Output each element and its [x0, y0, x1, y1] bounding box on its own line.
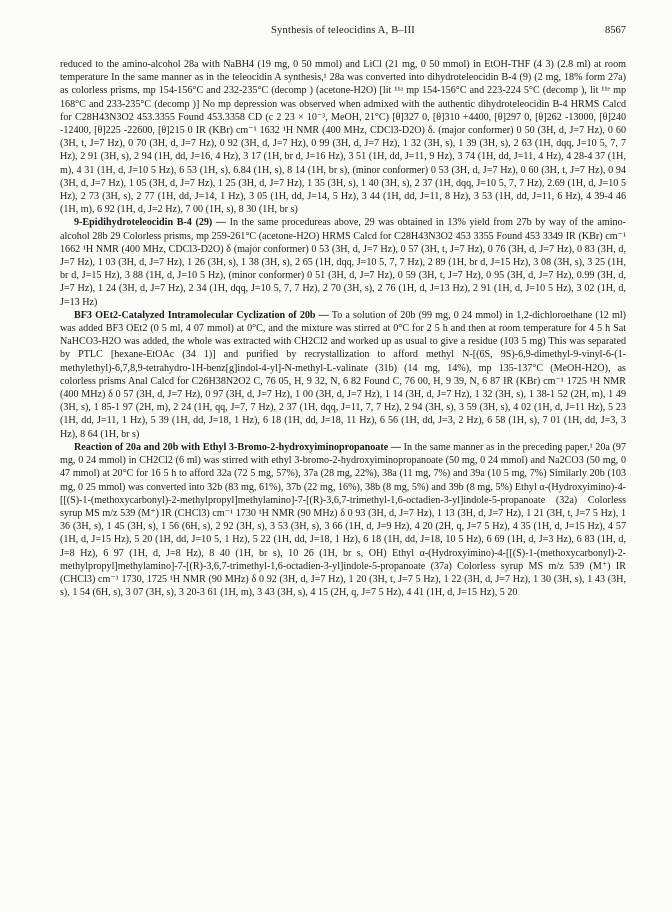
paragraph-text: In the same manner as in the preceding paper,¹ 20a (97 mg, 0 24 mmol) in CH2Cl2 (6 ml) was stirred with ethyl 3-bromo-2-hydroxyiminopropanoate (50 mg, 0 24 mmol) and Na2CO3 (50 mg, 0 47 mmol) at 20°C for 16 5 h to afford 32a (72 5 mg, 57%), 37a (28 mg, 22%), 38a (11 mg, 7%) and 39a (10 5 mg, 7%) Similarly 20b (103 mg, 0 25 mmol) was converted into 32b (83 mg, 61%), 37b (22 mg, 16%), 38b (8 mg, 5%) and 39b (8 mg, 5%) Ethyl α-(Hydroxyimino)-4-[[(S)-1-(methoxycarbonyl)-2-methylpropyl]methylamino]-7-[(R)-3,6,7-trimethyl-1,6-octadien-3-yl]indole-5-propanoate (32a) Colorless syrup MS m/z 539 (M⁺) IR (CHCl3) cm⁻¹ 1730 ¹H NMR (90 MHz) δ 0 93 (3H, d, J=7 Hz), 1 13 (3H, d, J=7 Hz), 1 21 (3H, t, J=7 5 Hz), 1 36 (3H, s), 1 45 (3H, s), 1 56 (6H, s), 2 92 (3H, s), 3 53 (3H, s), 3 66 (1H, d, J=9 Hz), 4 20 (2H, q, J=7 5 Hz), 4 35 (1H, d, J=15 Hz), 4 57 (1H, d, J=15 Hz), 5 20 (1H, dd, J=10 5, 1 Hz), 5 22 (1H, dd, J=18, 1 Hz), 6 18 (1H, dd, J=18, 10 5 Hz), 6 69 (1H, d, J=3 Hz), 6 83 (1H, d, J=8 Hz), 6 97 (1H, d, J=8 Hz), 8 40 (1H, br s), 10 26 (1H, br s, OH) Ethyl α-(Hydroxyimino)-4-[[(S)-1-(methoxycarbonyl)-2-methylpropyl]methylamino]-7-[(R)-3,6,7-trimethyl-1,6-octadien-3-yl]indole-5-propanoate (37a) Colorless syrup MS m/z 539 (M⁺) IR (CHCl3) cm⁻¹ 1730, 1725 ¹H NMR (90 MHz) δ 0 92 (3H, d, J=7 Hz), 1 20 (3H, t, J=7 5 Hz), 1 22 (3H, d, J=7 Hz), 1 30 (3H, s), 1 43 (3H, s), 1 54 (6H, s), 3 07 (3H, s), 3 20-3 61 (1H, m), 3 43 (3H, s), 4 15 (2H, q, J=7 5 Hz), 4 41 (1H, d, J=15 Hz), 5 20 — [60, 441, 626, 599]
page-header — [60, 25, 626, 41]
paragraph-text: To a solution of 20b (99 mg, 0 24 mmol) in 1,2-dichloroethane (12 ml) was added BF3 OEt2 (0 5 ml, 4 07 mmol) at 0°C, and the mixture was stirred at 0°C for 2 5 h and then at room temperature for 4 5 h Sat NaHCO3-H2O was added, the whole was extracted with CH2Cl2 and worked up as usual to give a residue (103 5 mg) This was separated by PTLC [hexane-EtOAc (34 1)] and purified by recrystallization to afford methyl N-[(6S, 9S)-6,9-dimethyl-9-vinyl-6-(1-methylethyl)-6,7,8,9-tetrahydro-1H-benz[g]indol-4-yl]-N-methyl-L-valinate (31b) (14 mg, 14%), mp 135-137°C (MeOH-H2O), as colorless prisms Anal Calcd for C26H38N2O2 C, 76 05, H, 9 32, N, 6 82 Found C, 76 00, H, 9 39, N, 6 87 IR (KBr) cm⁻¹ 1725 ¹H NMR (400 MHz) δ 0 57 (3H, d, J=7 Hz), 0 97 (3H, d, J=7 Hz), 1 00 (3H, d, J=7 Hz), 1 14 (3H, d, J=7 Hz), 1 32 (3H, s), 1 38-1 52 (2H, m), 1 49 (3H, s), 1 85-1 97 (2H, m), 2 24 (1H, qq, J=7, 7 Hz), 2 37 (1H, dqq, J=11, 7, 7 Hz), 2 94 (3H, s), 3 59 (3H, s), 4 02 (1H, d, J=11 Hz), 5 23 (1H, dd, J=11, 1 Hz), 5 39 (1H, dd, J=18, 1 Hz), 6 18 (1H, dd, J=18, 11 Hz), 6 56 (1H, dd, J=3, 2 Hz), 6 58 (1H, s), 7 01 (1H, dd, J=3, 3 Hz), 8 64 (1H, br s) — [60, 309, 626, 440]
paragraph-dihydroteleocidin-b4-data — [60, 58, 626, 216]
paragraph-ethyl-bromo-reaction — [60, 441, 626, 599]
paragraph-bf3-cyclization — [60, 309, 626, 441]
section-heading: 9-Epidihydroteleocidin B-4 (29) — — [74, 217, 226, 229]
section-heading: BF3 OEt2-Catalyzed Intramolecular Cyclization of 20b — — [74, 309, 329, 321]
article-body — [60, 58, 626, 599]
running-title: Synthesis of teleocidins A, B–III — [271, 25, 415, 36]
paragraph-text: reduced to the amino-alcohol 28a with NaBH4 (19 mg, 0 50 mmol) and LiCl (21 mg, 0 50 mmol) in EtOH-THF (4 3) (2.8 ml) at room temperature In the same manner as in the teleocidin A synthesis,¹ 28a was converted into dihydroteleocidin B-4 (9) (2 mg, 18% form 27a) as colorless prisms, mp 154-156°C and 232-235°C (decomp ) (acetone-H2O) [lit ¹¹ᵃ mp 154-156°C and 223-224 5°C (decomp ), lit ¹¹ᵉ mp 168°C and 233-235°C (decomp )] No mp depression was observed when admixed with the authentic dihydroteleocidin B-4 HRMS Calcd for C28H43N3O2 453.3355 Found 453.3358 CD (c 2 23 × 10⁻³, MeOH, 21°C) [θ]327 0, [θ]310 +4400, [θ]297 0, [θ]262 -13000, [θ]240 -12400, [θ]225 -22600, [θ]215 0 IR (KBr) cm⁻¹ 1632 ¹H NMR (400 MHz, CDCl3-D2O) δ. (major conformer) 0 50 (3H, d, J=7 Hz), 0 60 (3H, t, J=7 Hz), 0 70 (3H, d, J=7 Hz), 0 92 (3H, d, J=7 Hz), 0 99 (3H, d, J=7 Hz), 1 32 (3H, s), 1 39 (3H, s), 2 63 (1H, dqq, J=10 5, 7, 7 Hz), 2 91 (3H, s), 2 94 (1H, dd, J=16, 4 Hz), 3 17 (1H, br d, J=16 Hz), 3 51 (1H, dd, J=11, 9 Hz), 3 74 (1H, dd, J=11, 4 Hz), 4 28-4 37 (1H, m), 4 31 (1H, d, J=10 5 Hz), 6 53 (1H, s), 6.84 (1H, s), 8 14 (1H, br s), (minor conformer) 0 53 (3H, d, J=7 Hz), 0 60 (3H, t, J=7 Hz), 0 94 (3H, d, J=7 Hz), 1 05 (3H, d, J=7 Hz), 1 25 (3H, d, J=7 Hz), 1 35 (3H, s), 1 40 (3H, s), 2 37 (1H, dqq, J=10 5, 7, 7 Hz), 2.69 (1H, d, J=10 5 Hz), 2 73 (3H, s), 2 77 (1H, dd, J=14, 1 Hz), 3 05 (1H, dd, J=14, 5 Hz), 3 44 (1H, dd, J=11, 8 Hz), 3 53 (1H, dd, J=11, 6 Hz), 4 39-4 46 (1H, m), 6 92 (1H, d, J=2 Hz), 7 00 (1H, s), 8 30 (1H, br s) — [60, 59, 626, 216]
paragraph-text: In the same procedureas above, 29 was obtained in 13% yield from 27b by way of the amino-alcohol 28b 29 Colorless prisms, mp 259-261°C (acetone-H2O) HRMS Calcd for C28H43N3O2 453 3355 Found 453 3349 IR (KBr) cm⁻¹ 1662 ¹H NMR (400 MHz, CDCl3-D2O) δ (major conformer) 0 53 (3H, d, J=7 Hz), 0 57 (3H, t, J=7 Hz), 0 76 (3H, d, J=7 Hz), 0 83 (3H, d, J=7 Hz), 1 03 (3H, d, J=7 Hz), 1 26 (3H, s), 1 38 (3H, s), 2 65 (1H, dqq, J=10 5, 7, 7 Hz), 2 89 (1H, br d, J=15 Hz), 3 08 (3H, s), 3 25 (1H, br d, J=15 Hz), 3 88 (1H, d, J=10 5 Hz), (minor conformer) 0 51 (3H, d, J=7 Hz), 0 59 (3H, t, J=7 Hz), 0 95 (3H, d, J=7 Hz), 0.99 (3H, d, J=7 Hz), 1 24 (3H, d, J=7 Hz), 2 34 (1H, dqq, J=10 5, 7, 7 Hz), 2 70 (3H, s), 2 76 (1H, d, J=13 Hz), 2 91 (1H, d, J=10 5 Hz), 3 02 (1H, d, J=13 Hz) — [60, 217, 626, 308]
page-number: 8567 — [605, 25, 626, 36]
section-heading: Reaction of 20a and 20b with Ethyl 3-Bromo-2-hydroxyiminopropanoate — — [74, 441, 401, 453]
paragraph-9-epidihydroteleocidin — [60, 216, 626, 308]
